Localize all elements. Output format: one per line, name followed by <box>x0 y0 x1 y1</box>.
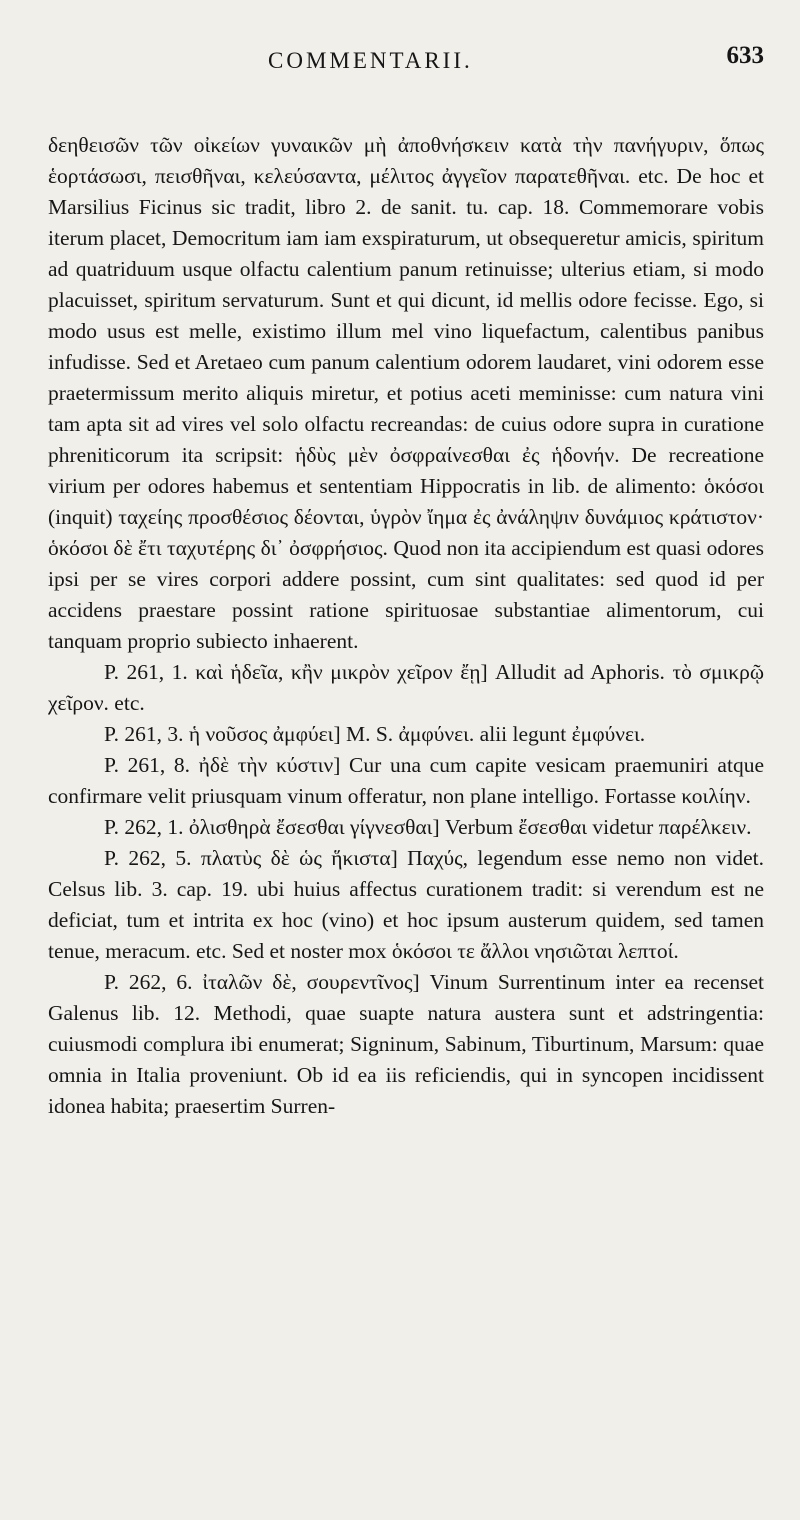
note-262-1: P. 262, 1. ὀλισθηρὰ ἔσεσθαι γίγνεσθαι] Verbum ἔσεσθαι videtur παρέλκειν. <box>104 815 752 839</box>
note-261-3: P. 261, 3. ἡ νοῦσος ἀμφύει] M. S. ἀμφύνει. alii legunt ἐμφύνει. <box>104 722 646 746</box>
note-261-1: P. 261, 1. καὶ ἡδεῖα, κἢν μικρὸν χεῖρον ἔῃ] Alludit ad Aphoris. τὸ σμικρῷ χεῖρον. etc. <box>48 660 764 715</box>
note-261-8: P. 261, 8. ἠδὲ τὴν κύστιν] Cur una cum capite vesicam praemuniri atque confirmare velit priusquam vinum offeratur, non plane intelligo. Fortasse κοιλίην. <box>48 753 764 808</box>
running-head: COMMENTARII. <box>268 48 473 73</box>
note-262-6: P. 262, 6. ἰταλῶν δὲ, σουρεντῖνος] Vinum Surrentinum inter ea recenset Galenus lib. 12. Methodi, quae suapte natura austera sunt et adstringentia: cuiusmodi complura ibi enumerat; Signinum, Sabinum, Tiburtinum, Marsum: quae omnia in Italia proveniunt. Ob id ea iis reficiendis, qui in syncopen incidissent idonea habita; praesertim Surren- <box>48 970 764 1118</box>
page-header <box>48 40 764 92</box>
body-paragraph: δεηθεισῶν τῶν οἰκείων γυναικῶν μὴ ἀποθνήσκειν κατὰ τὴν πανήγυριν, ὅπως ἑορτάσωσι, πεισθῆναι, κελεύσαντα, μέλιτος ἀγγεῖον παρατεθῆναι. etc. De hoc et Marsilius Ficinus sic tradit, libro 2. de sanit. tu. cap. 18. Commemorare vobis iterum placet, Democritum iam iam exspiraturum, ut obsequeretur amicis, spiritum ad quatriduum usque olfactu calentium panum retinuisse; ulterius etiam, si modo placuisset, spiritum servaturum. Sunt et qui dicunt, id mellis odore fecisse. Ego, si modo usus est melle, existimo illum mel vino liquefactum, calentibus panibus infudisse. Sed et Aretaeo cum panum calentium odorem laudaret, vini odorem esse praetermissum merito aliquis miretur, et potius aceti meminisse: cum natura vini tam apta sit ad vires vel solo olfactu recreandas: de cuius odore supra in curatione phreniticorum ita scripsit: ἡδὺς μὲν ὀσφραίνεσθαι ἐς ἡδονήν. De recreatione virium per odores habemus et sententiam Hippocratis in lib. de alimento: ὁκόσοι (inquit) ταχείης προσθέσιος δέονται, ὑγρὸν ἴημα ἐς ἀνάληψιν δυνάμιος κράτιστον· ὁκόσοι δὲ ἔτι ταχυτέρης δι᾽ ὀσφρήσιος. Quod non ita accipiendum est quasi odores ipsi per se vires corpori addere possint, cum sint qualitates: sed quod id per accidens praestare possint ratione spirituosae substantiae alimentorum, cui tanquam proprio subiecto inhaerent. <box>48 133 764 653</box>
note-262-5: P. 262, 5. πλατὺς δὲ ὡς ἥκιστα] Παχύς, legendum esse nemo non videt. Celsus lib. 3. cap. 19. ubi huius affectus curationem tradit: si verendum est ne deficiat, tum et intrita ex hoc (vino) et hoc ipsum austerum quidem, sed tamen tenue, meracum. etc. Sed et noster mox ὁκόσοι τε ἄλλοι νησιῶται λεπτοί. <box>48 846 764 963</box>
page-number: 633 <box>726 42 764 69</box>
